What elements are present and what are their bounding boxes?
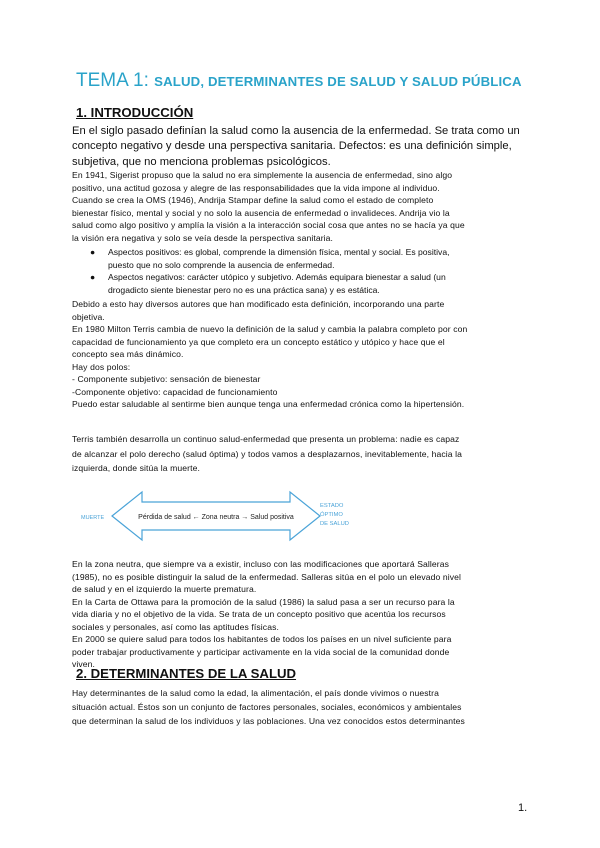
text-line: viven.: [72, 659, 96, 669]
paragraph-determinantes: [72, 686, 524, 728]
paragraph-salleras-ottawa: [72, 558, 524, 671]
text-line: bienestar físico, mental y social y no solo la ausencia de enfermedad o invalideces. Andrija vio la: [72, 207, 450, 218]
right-pole-label-line: ESTADO: [320, 503, 344, 509]
text-line: En 1941, Sigerist propuso que la salud no era simplemente la ausencia de enfermedad, sino algo: [72, 170, 453, 180]
text-line: Hay dos polos:: [72, 361, 131, 372]
right-pole-label-line: DE SALUD: [320, 521, 349, 527]
text-line: izquierda, donde sitúa la muerte.: [72, 463, 200, 473]
text-line: Hay determinantes de la salud como la edad, la alimentación, el país donde vivimos o nuestra: [72, 688, 439, 698]
text-line: capacidad de funcionamiento ya que completo era un concepto estático y utópico y hace que el: [72, 336, 445, 347]
paragraph-continuo: [72, 432, 524, 476]
text-line: -Componente objetivo: capacidad de funcionamiento: [72, 386, 278, 397]
list-item: [72, 246, 522, 271]
text-line: la visión era negativa y solo se veía desde la perspectiva sanitaria.: [72, 232, 334, 243]
text-line: subjetiva, que no menciona problemas psicológicos.: [72, 155, 331, 168]
intro-paragraph: [72, 124, 527, 170]
text-line: puesto que no solo comprende la ausencia de enfermedad.: [108, 259, 335, 270]
text-line: Aspectos positivos: es global, comprende la dimensión física, mental y social. Es positiva,: [108, 247, 450, 257]
text-line: - Componente subjetivo: sensación de bienestar: [72, 374, 261, 384]
text-line: situación actual. Éstos son un conjunto de factores personales, sociales, económicos y ambientales: [72, 702, 462, 712]
page-title: [76, 70, 556, 92]
paragraph-sigerist-oms: [72, 169, 524, 244]
paragraph-terris: [72, 298, 524, 411]
health-continuum-diagram: [80, 486, 520, 546]
text-line: En 2000 se quiere salud para todos los habitantes de todos los países en un nivel suficiente para: [72, 634, 452, 644]
text-line: que determinan la salud de los individuos y las poblaciones. Una vez conocidos estos determinantes: [72, 716, 465, 726]
text-line: En la Carta de Ottawa para la promoción de la salud (1986) la salud pasa a ser un recurso para la: [72, 596, 455, 607]
text-line: Puedo estar saludable al sentirme bien aunque tenga una enfermedad crónica como la hipertensión.: [72, 399, 465, 409]
text-line: Cuando se crea la OMS (1946), Andrija Stampar define la salud como el estado de completo: [72, 195, 434, 205]
text-line: En la zona neutra, que siempre va a existir, incluso con las modificaciones que aportará Salleras: [72, 559, 450, 569]
text-line: poder trabajar productivamente y participar activamente en la vida social de la comunidad donde: [72, 646, 450, 657]
continuum-label: Pérdida de salud ← Zona neutra → Salud positiva: [138, 514, 294, 521]
text-line: vida diaria y no el objetivo de la vida. Se trata de un concepto positivo que acentúa los recursos: [72, 609, 446, 619]
text-line: En el siglo pasado definían la salud como la ausencia de la enfermedad. Se trata como un: [72, 125, 520, 137]
page-number: 1.: [518, 802, 528, 814]
section-heading-determinantes: 2. DETERMINANTES DE LA SALUD: [76, 666, 297, 681]
text-line: concepto sea más dinámico.: [72, 349, 184, 359]
text-line: (1985), no es posible distinguir la salud de la enfermedad. Salleras sitúa en el polo un elevado nivel: [72, 571, 462, 582]
text-line: objetiva.: [72, 311, 105, 322]
section-heading-introduccion: 1. INTRODUCCIÓN: [76, 105, 194, 120]
text-line: concepto negativo y desde una perspectiva sanitaria. Defectos: es una definición simple,: [72, 140, 512, 153]
list-item: [72, 271, 522, 296]
text-line: sociales y personales, así como las aptitudes físicas.: [72, 621, 279, 632]
bullet-icon: ●: [90, 247, 96, 257]
right-pole-label-line: ÓPTIMO: [320, 512, 343, 518]
bullet-icon: ●: [90, 272, 96, 282]
text-line: Aspectos negativos: carácter utópico y subjetivo. Además equipara bienestar a salud (un: [108, 272, 446, 282]
text-line: En 1980 Milton Terris cambia de nuevo la definición de la salud y cambia la palabra completo por con: [72, 324, 468, 334]
text-line: drogadicto siente bienestar pero no es una práctica sana) y es estática.: [108, 284, 380, 295]
text-line: de salud y en el izquierdo la muerte prematura.: [72, 584, 257, 594]
text-line: Terris también desarrolla un continuo salud-enfermedad que presenta un problema: nadie es capaz: [72, 434, 460, 444]
text-line: positivo, una actitud gozosa y alegre de las responsabilidades que la vida impone al individuo.: [72, 182, 440, 193]
aspects-list: [72, 246, 522, 296]
title-topic: TEMA 1:: [76, 70, 155, 91]
text-line: Debido a esto hay diversos autores que han modificado esta definición, incorporando una parte: [72, 299, 445, 309]
text-line: salud como algo positivo y amplía la visión a la interacción social cosa que antes no se hacía ya que: [72, 220, 465, 230]
title-subject: SALUD, DETERMINANTES DE SALUD Y SALUD PÚBLICA: [154, 74, 522, 89]
text-line: de alcanzar el polo derecho (salud óptima) y todos vamos a desplazarnos, inevitablemente, hacia la: [72, 448, 463, 459]
left-pole-label: MUERTE: [81, 515, 105, 521]
